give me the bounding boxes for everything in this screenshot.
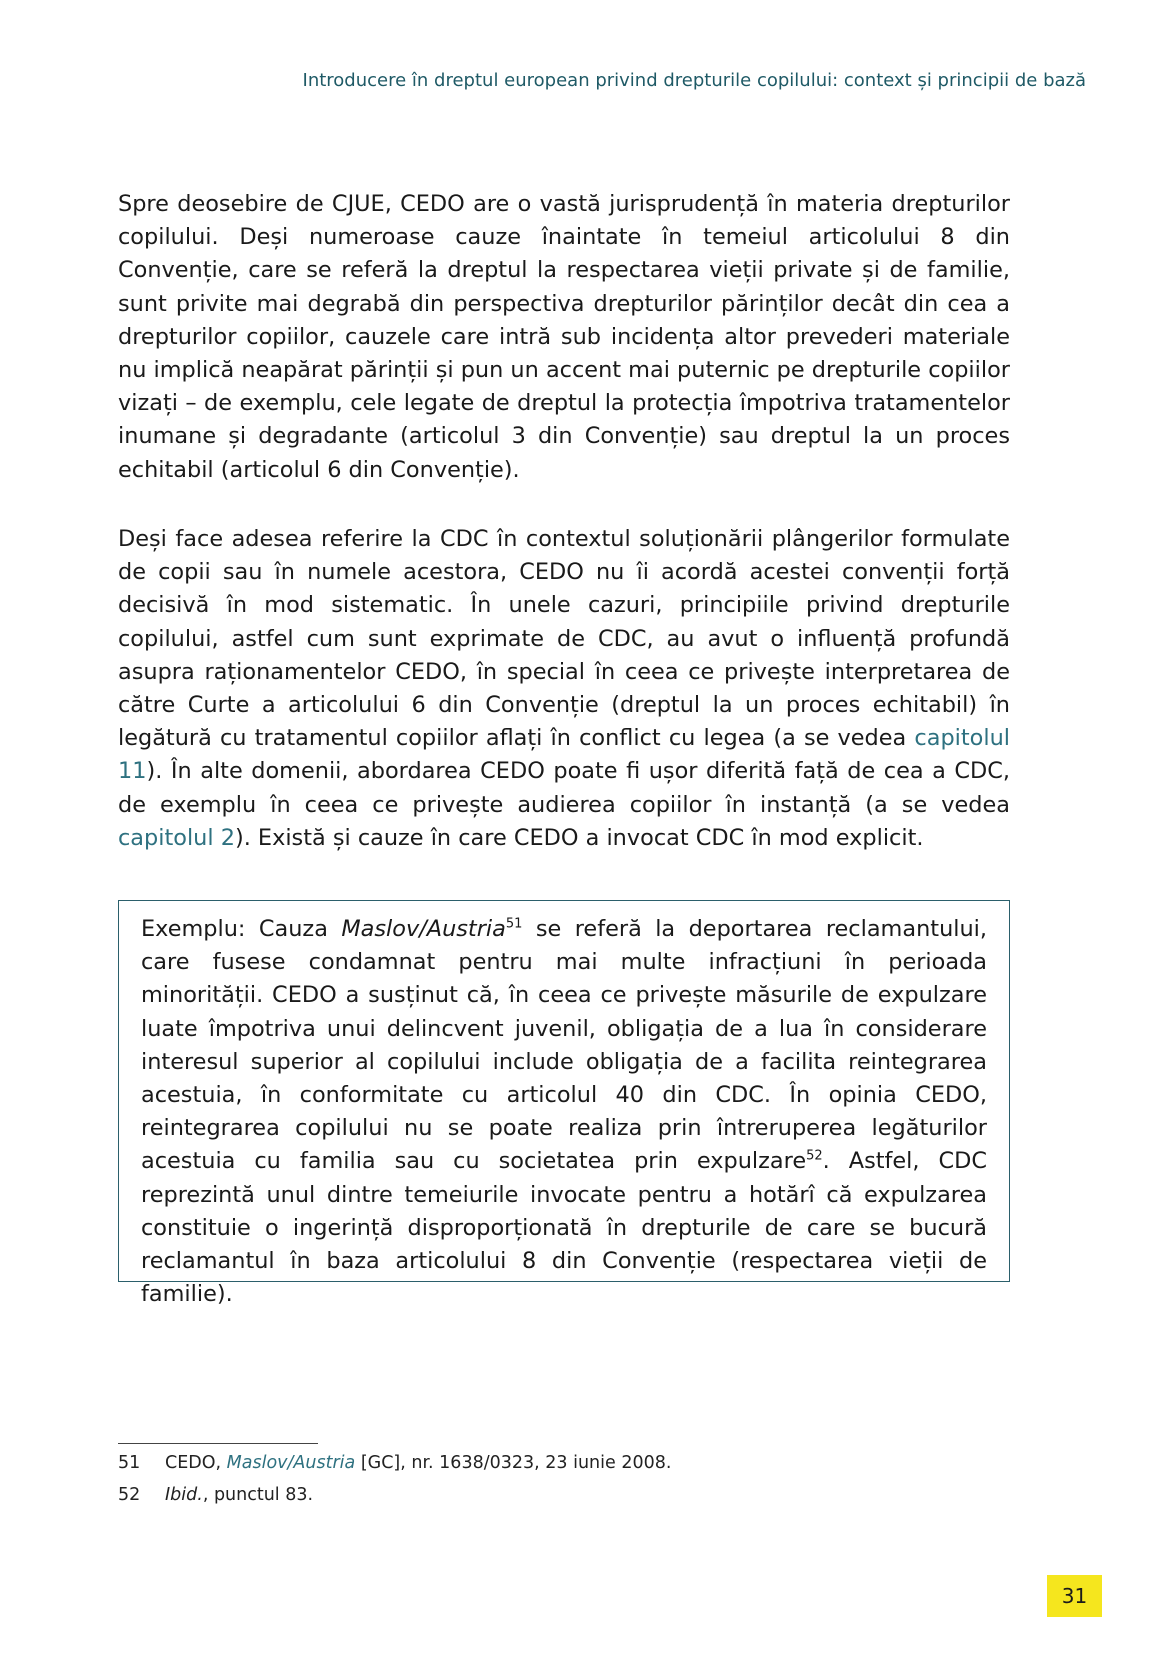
footnote-case-link[interactable]: [227, 1453, 356, 1473]
link-chapter-2[interactable]: capitolul 2: [118, 824, 235, 851]
example-case-name: Maslov/Austria: [341, 916, 506, 942]
page-number: 31: [1047, 1575, 1102, 1617]
footnote-51: [118, 1453, 671, 1473]
footnote-text-pre: CEDO,: [165, 1453, 227, 1473]
example-lead: Exemplu: Cauza: [141, 916, 342, 942]
footnote-separator: [118, 1443, 318, 1444]
footnote-case-link-text: Maslov/Austria: [226, 1453, 356, 1473]
running-header: Introducere în dreptul european privind drepturile copilului: context și principii de bază: [302, 70, 1086, 91]
example-box: [118, 900, 1010, 1308]
footnote-text-post: , punctul 83.: [202, 1485, 314, 1505]
example-body-1: se referă la deportarea reclamantului, care fusese condamnat pentru mai multe infracțiuni în perioada minorității. CEDO a susținut că, în ceea ce privește măsurile de expulzare luate împotriva unui delincvent juvenil, obligația de a lua în considerare interesul superior al copilului include obligația de a facilita reintegrarea acestuia, în conformitate cu articolul 40 din CDC. În opinia CEDO, reintegrarea copilului nu se poate realiza prin întreruperea legăturilor acestuia cu familia sau cu societatea prin expulzare: [141, 916, 988, 1175]
footnote-number: 52: [118, 1485, 141, 1505]
link-chapter-11[interactable]: capitolul 11: [118, 725, 1010, 785]
paragraph-2-text-c: ). Există și cauze în care CEDO a invocat CDC în mod explicit.: [234, 824, 924, 851]
example-body-2: . Astfel, CDC reprezintă unul dintre temeiurile invocate pentru a hotărî că expulzarea constituie o ingerință disproporționată în drepturile de care se bucură reclamantul în baza articolului 8 din Convenție (respectarea vieții de familie).: [141, 1148, 987, 1308]
footnote-ibid: Ibid.: [165, 1485, 203, 1505]
footnote-number: 51: [118, 1453, 141, 1473]
footnote-ref-52[interactable]: 52: [806, 1148, 823, 1164]
example-text: [141, 913, 987, 1311]
footnote-52: [118, 1485, 313, 1505]
body-paragraph-1: Spre deosebire de CJUE, CEDO are o vastă jurisprudență în materia drepturilor copilului. Deși numeroase cauze înaintate în temeiul articolului 8 din Convenție, care se referă la dreptul la respectarea vieții private și de familie, sunt privite mai degrabă din perspectiva drepturilor părinților decât din cea a drepturilor copiilor, cauzele care intră sub incidența altor prevederi materiale nu implică neapărat părinții și pun un accent mai puternic pe drepturile copiilor vizați – de exemplu, cele legate de dreptul la protecția împotriva tratamentelor inumane și degradante (articolul 3 din Convenție) sau dreptul la un proces echitabil (articolul 6 din Convenție).: [118, 191, 1010, 483]
footnote-text-post: [GC], nr. 1638/0323, 23 iunie 2008.: [355, 1453, 672, 1473]
paragraph-2-text-a: Deși face adesea referire la CDC în contextul soluționării plângerilor formulate de copii sau în numele acestora, CEDO nu îi acordă acestei convenții forță decisivă în mod sistematic. În unele cazuri, principiile privind drepturile copilului, astfel cum sunt exprimate de CDC, au avut o influență profundă asupra raționamentelor CEDO, în special în ceea ce privește interpretarea de către Curte a articolului 6 din Convenție (dreptul la un proces echitabil) în legătură cu tratamentul copiilor aflați în conflict cu legea (a se vedea: [118, 526, 1010, 752]
footnote-ref-51[interactable]: 51: [505, 916, 523, 932]
paragraph-2-text-b: ). În alte domenii, abordarea CEDO poate fi ușor diferită față de cea a CDC, de exemplu în ceea ce privește audierea copiilor în instanță (a se vedea: [118, 758, 1010, 818]
body-paragraph-2: [118, 523, 1010, 855]
